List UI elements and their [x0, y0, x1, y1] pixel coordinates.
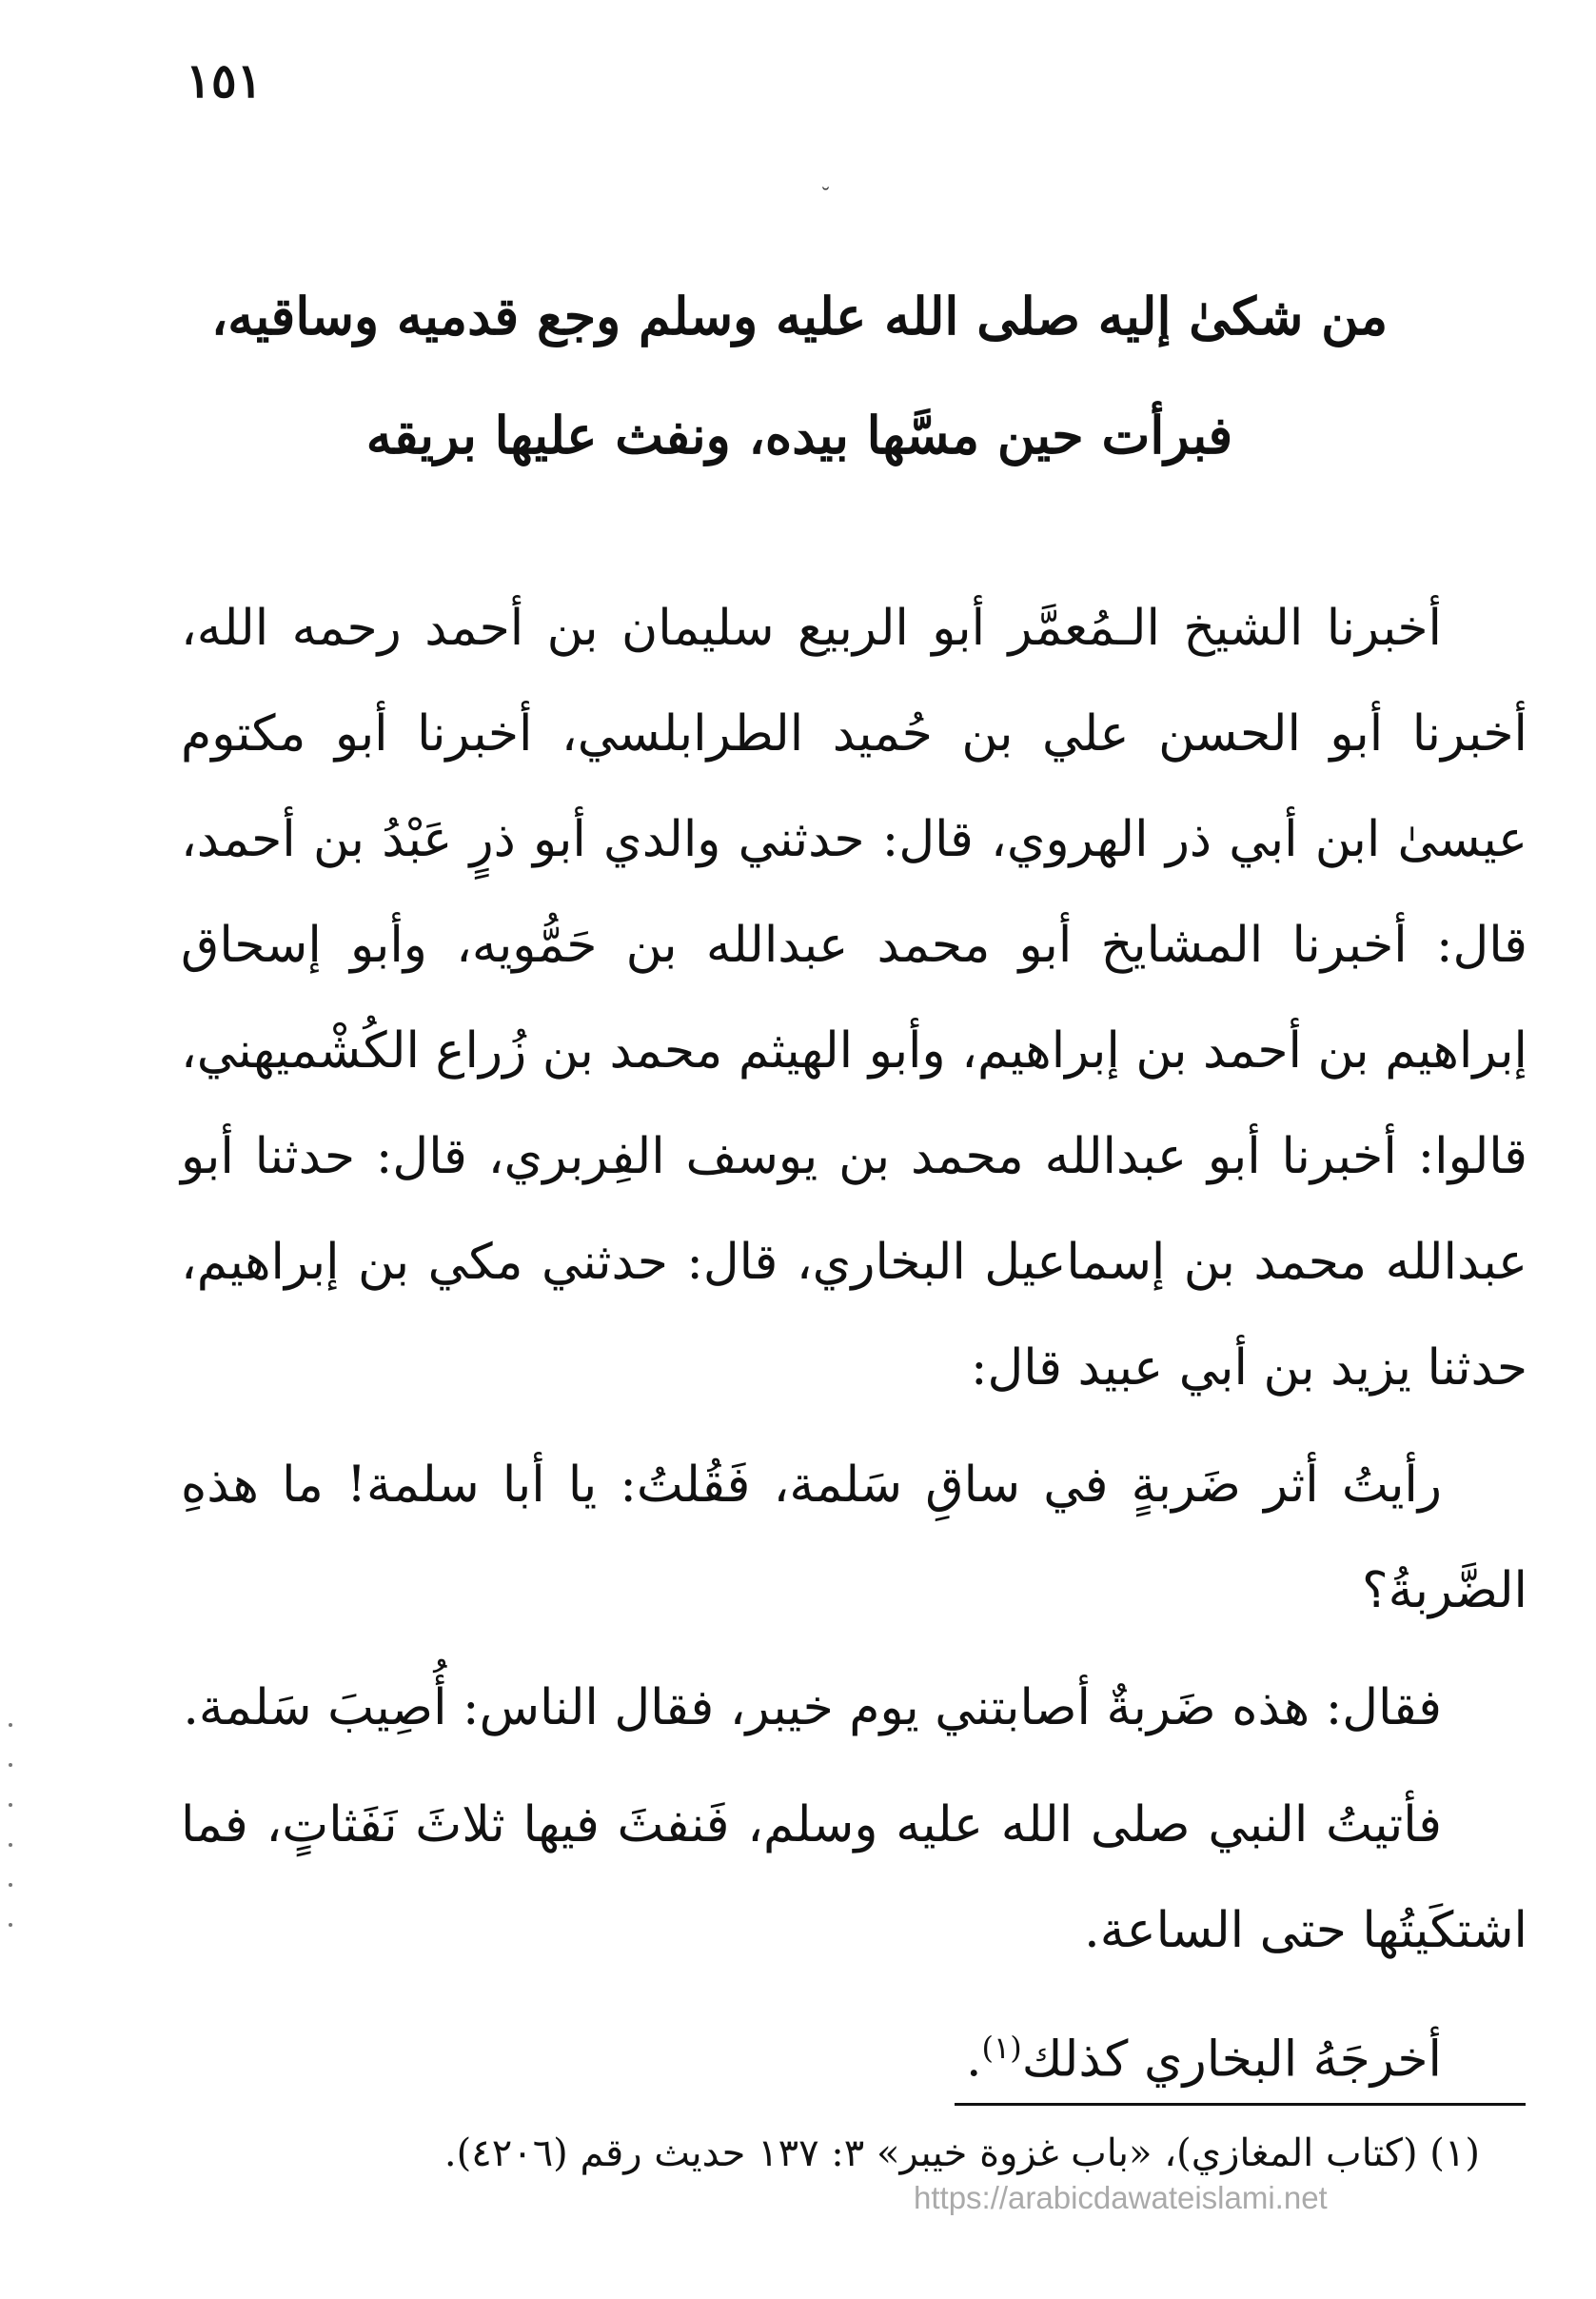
- margin-dot: [9, 1723, 12, 1727]
- margin-dot: [9, 1803, 12, 1807]
- margin-dot: [9, 1763, 12, 1767]
- footnote: (١) (كتاب المغازي)، «باب غزوة خيبر» ٣: ١٣٧ حديث رقم (٤٢٠٦).: [443, 2131, 1480, 2175]
- matn-paragraph-1: رأيتُ أثر ضَربةٍ في ساقِ سَلمة، فَقُلتُ: يا أبا سلمة! ما هذهِ الضَّربةُ؟: [181, 1457, 1527, 1619]
- chapter-title-line-2: فبرأت حين مسَّها بيده، ونفث عليها بريقه: [365, 405, 1233, 466]
- margin-dot: [9, 1883, 12, 1887]
- chapter-title-line-1: من شكىٰ إليه صلى الله عليه وسلم وجع قدميه وساقيه،: [210, 286, 1389, 347]
- isnad-paragraph: أخبرنا الشيخ الـمُعمَّر أبو الربيع سليمان بن أحمد رحمه الله، أخبرنا أبو الحسن علي بن حُميد الطرابلسي، أخبرنا أبو مكتوم عيسىٰ ابن أبي ذر الهروي، قال: حدثني والدي أبو ذرٍ عَبْدُ بن أحمد، قال: أخبرنا المشايخ أبو محمد عبدالله بن حَمُّويه، وأبو إسحاق إبراهيم بن أحمد بن إبراهيم، وأبو الهيثم محمد بن زُراع الكُشْميهني، قالوا: أخبرنا أبو عبدالله محمد بن يوسف الفِربري، قال: حدثنا أبو عبدالله محمد بن إسماعيل البخاري، قال: حدثني مكي بن إبراهيم، حدثنا يزيد بن أبي عبيد قال:: [181, 600, 1527, 1397]
- footnote-separator: [955, 2103, 1526, 2106]
- margin-dot: [9, 1843, 12, 1847]
- top-mark: ˘: [820, 186, 831, 209]
- hadith-body: [181, 576, 1527, 2112]
- margin-scan-dots: [4, 1723, 17, 1980]
- matn-paragraph-3: فأتيتُ النبي صلى الله عليه وسلم، فَنفثَ فيها ثلاثَ نَفَثاتٍ، فما اشتكَيتُها حتى الساعة.: [181, 1796, 1527, 1959]
- margin-dot: [9, 1923, 12, 1927]
- footnote-reference: (١): [981, 2030, 1022, 2066]
- page-number: ١٥١: [186, 52, 263, 109]
- watermark-url: https://arabicdawateislami.net: [914, 2180, 1328, 2215]
- chapter-title: [190, 257, 1409, 495]
- matn-paragraph-2: فقال: هذه ضَربةٌ أصابتني يوم خيبر، فقال الناس: أُصِيبَ سَلمة.: [183, 1679, 1442, 1736]
- takhrij-paragraph: [181, 1995, 1527, 2112]
- takhrij-end: .: [966, 2031, 982, 2089]
- takhrij-text: أخرجَهُ البخاري كذلك: [1021, 2031, 1442, 2089]
